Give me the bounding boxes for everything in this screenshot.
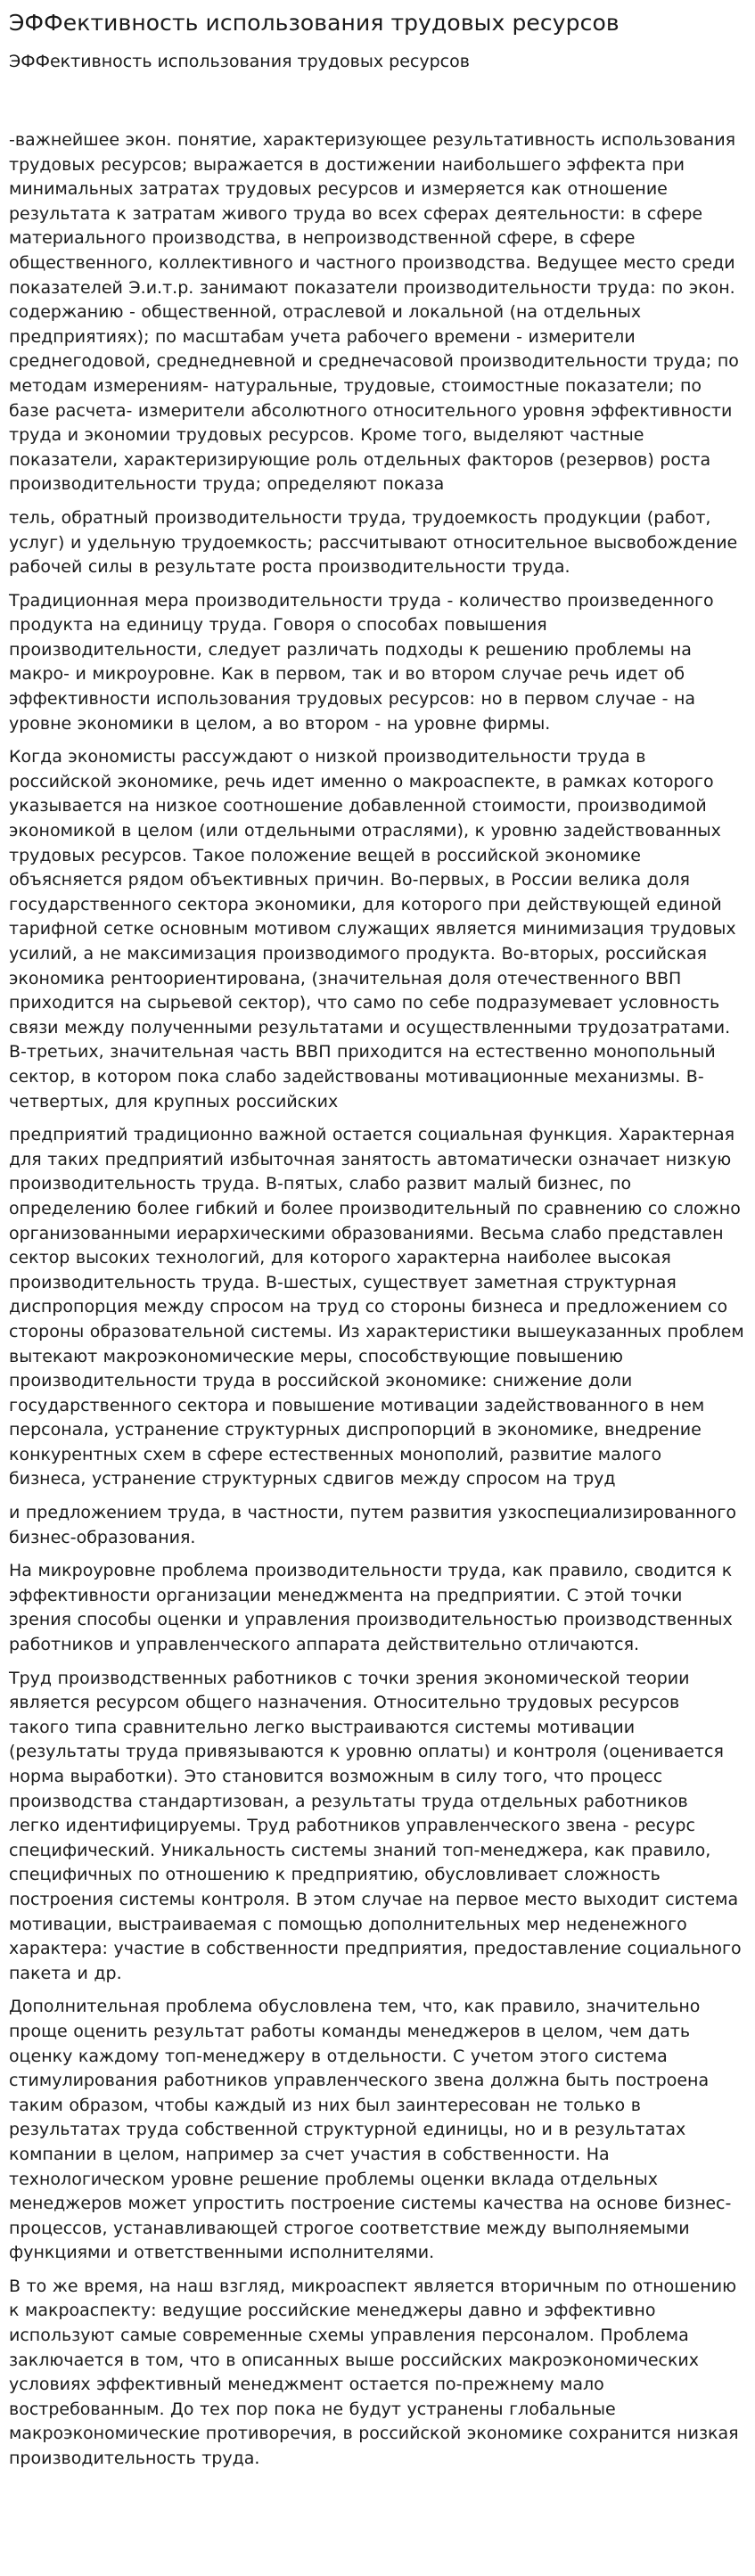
- paragraph: Труд производственных работников с точки зрения экономической теории является ресурсом общего назначения. Относительно трудовых ресурсов такого типа сравнительно легко выстраиваются системы мотивации (результаты труда привязываются к уровню оплаты) и контроля (оценивается норма выработки). Это становится возможным в силу того, что процесс производства стандартизован, а результаты труда отдельных работников легко идентифицируемы. Труд работников управленческого звена - ресурс специфический. Уникальность системы знаний топ-менеджера, как правило, специфичных по отношению к предприятию, обусловливает сложность построения системы контроля. В этом случае на первое место выходит система мотивации, выстраиваемая с помощью дополнительных мер неденежного характера: участие в собственности предприятия, предоставление социального пакета и др.: [9, 1668, 742, 1983]
- paragraph: Традиционная мера производительности труда - количество произведенного продукта на единицу труда. Говоря о способах повышения производительности, следует различать подходы к решению проблемы на макро- и микроуровне. Как в первом, так и во втором случае речь идет об эффективности использования трудовых ресурсов: но в первом случае - на уровне экономики в целом, а во втором - на уровне фирмы.: [9, 590, 714, 734]
- paragraph: -важнейшее экон. понятие, характеризующее результативность использования трудовых ресурсов; выражается в достижении наибольшего эффекта при минимальных затратах трудовых ресурсов и измеряется как отношение результата к затратам живого труда во всех сферах деятельности: в сфере материального производства, в непроизводственной сфере, в сфере общественного, коллективного и частного производства. Ведущее место среди показателей Э.и.т.р. занимают показатели производительности труда: по экон. содержанию - общественной, отраслевой и локальной (на отдельных предприятиях); по масштабам учета рабочего времени - измерители среднегодовой, среднедневной и среднечасовой производительности труда; по методам измерениям- натуральные, трудовые, стоимостные показатели; по базе расчета- измерители абсолютного относительного уровня эффективности труда и экономии трудовых ресурсов. Кроме того, выделяют частные показатели, характеризирующие роль отдельных факторов (резервов) роста производительности труда; определяют показа: [9, 130, 739, 495]
- paragraph: тель, обратный производительности труда, трудоемкость продукции (работ, услуг) и удельную трудоемкость; рассчитывают относительное высвобождение рабочей силы в результате роста производительности труда.: [9, 507, 738, 578]
- document-subtitle: ЭФФективность использования трудовых ресурсов: [9, 52, 470, 71]
- paragraph: На микроуровне проблема производительности труда, как правило, сводится к эффективности организации менеджмента на предприятии. С этой точки зрения способы оценки и управления производительностью производственных работников и управленческого аппарата действительно отличаются.: [9, 1561, 733, 1655]
- paragraph: предприятий традиционно важной остается социальная функция. Характерная для таких предприятий избыточная занятость автоматически означает низкую производительность труда. В-пятых, слабо развит малый бизнес, по определению более гибкий и более производительный по сравнению со сложно организованными иерархическими образованиями. Весьма слабо представлен сектор высоких технологий, для которого характерна наиболее высокая производительность труда. В-шестых, существует заметная структурная диспропорция между спросом на труд со стороны бизнеса и предложением со стороны образовательной системы. Из характеристики вышеуказанных проблем вытекают макроэкономические меры, способствующие повышению производительности труда в российской экономике: снижение доли государственного сектора и повышение мотивации задействованного в нем персонала, устранение структурных диспропорций в экономике, внедрение конкурентных схем в сфере естественных монополий, развитие малого бизнеса, устранение структурных сдвигов между спросом на труд: [9, 1125, 744, 1489]
- paragraph: В то же время, на наш взгляд, микроаспект является вторичным по отношению к макроаспекту: ведущие российские менеджеры давно и эффективно используют самые современные схемы управления персоналом. Проблема заключается в том, что в описанных выше российских макроэкономических условиях эффективный менеджмент остается по-прежнему мало востребованным. До тех пор пока не будут устранены глобальные макроэкономические противоречия, в российской экономике сохранится низкая производительность труда.: [9, 2276, 739, 2469]
- document-title: ЭФФективность использования трудовых ресурсов: [9, 10, 620, 36]
- paragraph: и предложением труда, в частности, путем развития узкоспециализированного бизнес-образования.: [9, 1503, 736, 1547]
- paragraph: Дополнительная проблема обусловлена тем, что, как правило, значительно проще оценить результат работы команды менеджеров в целом, чем дать оценку каждому топ-менеджеру в отдельности. С учетом этого система стимулирования работников управленческого звена должна быть построена таким образом, чтобы каждый из них был заинтересован не только в результатах труда собственной структурной единицы, но и в результатах компании в целом, например за счет участия в собственности. На технологическом уровне решение проблемы оценки вклада отдельных менеджеров может упростить построение системы качества на основе бизнес-процессов, устанавливающей строгое соответствие между выполняемыми функциями и ответственными исполнителями.: [9, 1997, 732, 2263]
- paragraph: Когда экономисты рассуждают о низкой производительности труда в российской экономике, речь идет именно о макроаспекте, в рамках которого указывается на низкое соотношение добавленной стоимости, производимой экономикой в целом (или отдельными отраслями), к уровню задействованных трудовых ресурсов. Такое положение вещей в российской экономике объясняется рядом объективных причин. Во-первых, в России велика доля государственного сектора экономики, для которого при действующей единой тарифной сетке основным мотивом служащих является минимизация трудовых усилий, а не максимизация производимого продукта. Во-вторых, российская экономика рентоориентирована, (значительная доля отечественного ВВП приходится на сырьевой сектор), что само по себе подразумевает условность связи между полученными результатами и осуществленными трудозатратами. В-третьих, значительная часть ВВП приходится на естественно монопольный сектор, в котором пока слабо задействованы мотивационные механизмы. В-четвертых, для крупных российских: [9, 747, 736, 1112]
